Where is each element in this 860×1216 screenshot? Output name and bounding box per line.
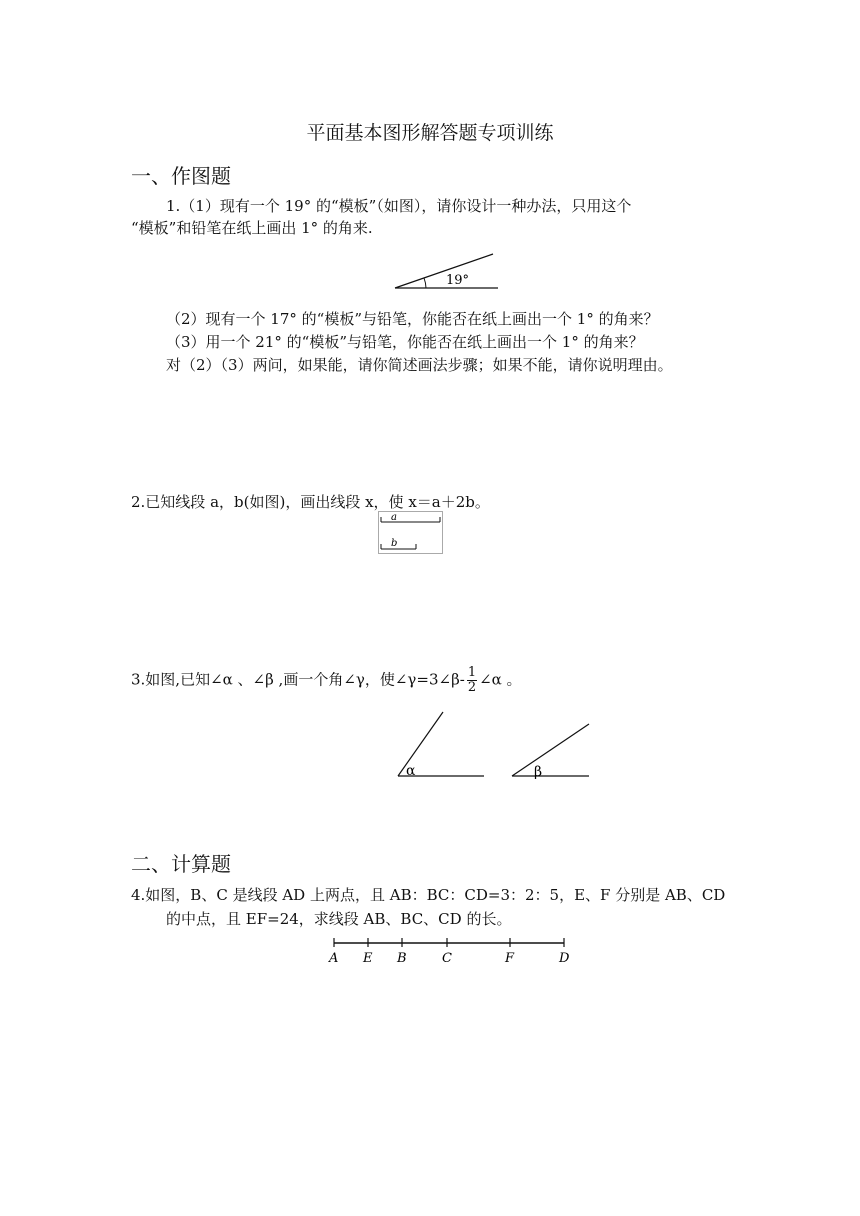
q4-line-2: 的中点，且 EF=24，求线段 AB、BC、CD 的长。 [166, 910, 512, 928]
point-label-f: F [505, 951, 515, 966]
fraction-one-half [467, 666, 477, 695]
q1-line-4: （3）用一个 21° 的“模板”与铅笔，你能否在纸上画出一个 1° 的角来？ [166, 333, 644, 351]
q4-line-1: 4.如图，B、C 是线段 AD 上两点，且 AB：BC：CD=3：2：5，E、F 分别是 AB、CD [131, 886, 726, 904]
q3-text-after: ∠α 。 [479, 670, 522, 689]
segments-ab-figure [378, 511, 444, 555]
point-label-e: E [363, 951, 373, 966]
segment-ad-figure [324, 934, 574, 968]
section-heading-drawing: 一、作图题 [131, 164, 231, 188]
q3-text-before: 3.如图,已知∠α 、∠β ,画一个角∠γ，使∠γ=3∠β- [131, 670, 465, 689]
alpha-slant-line [398, 712, 443, 776]
segment-a-label: a [391, 512, 397, 523]
q1-line-1: 1.（1）现有一个 19° 的“模板”（如图），请你设计一种办法，只用这个 [166, 197, 632, 215]
figure-frame [379, 512, 443, 554]
q1-line-3: （2）现有一个 17° 的“模板”与铅笔，你能否在纸上画出一个 1° 的角来？ [166, 310, 659, 328]
q3-text [131, 666, 522, 695]
q1-line-5: 对（2）（3）两问，如果能，请你简述画法步骤；如果不能，请你说明理由。 [166, 356, 673, 374]
angle-label: 19° [446, 273, 470, 288]
fraction-numerator: 1 [467, 665, 477, 680]
angle-slant-line [395, 254, 493, 288]
point-label-c: C [442, 951, 452, 966]
beta-label: β [534, 764, 543, 780]
fraction-denominator: 2 [467, 680, 477, 695]
q2-text: 2.已知线段 a，b(如图)，画出线段 x，使 x＝a＋2b。 [131, 493, 490, 511]
angle-template-19-figure [390, 250, 502, 292]
section-heading-calculation: 二、计算题 [131, 852, 231, 876]
point-label-d: D [559, 951, 570, 966]
point-labels [328, 951, 570, 966]
alpha-label: α [406, 763, 416, 779]
page-title: 平面基本图形解答题专项训练 [306, 122, 554, 144]
segment-b-label: b [391, 538, 398, 549]
angle-arc [424, 278, 426, 288]
point-label-a: A [329, 951, 339, 966]
q1-line-2: “模板”和铅笔在纸上画出 1° 的角来. [131, 219, 373, 237]
angles-alpha-beta-figure [390, 706, 595, 782]
point-label-b: B [397, 951, 407, 966]
beta-slant-line [512, 724, 589, 776]
